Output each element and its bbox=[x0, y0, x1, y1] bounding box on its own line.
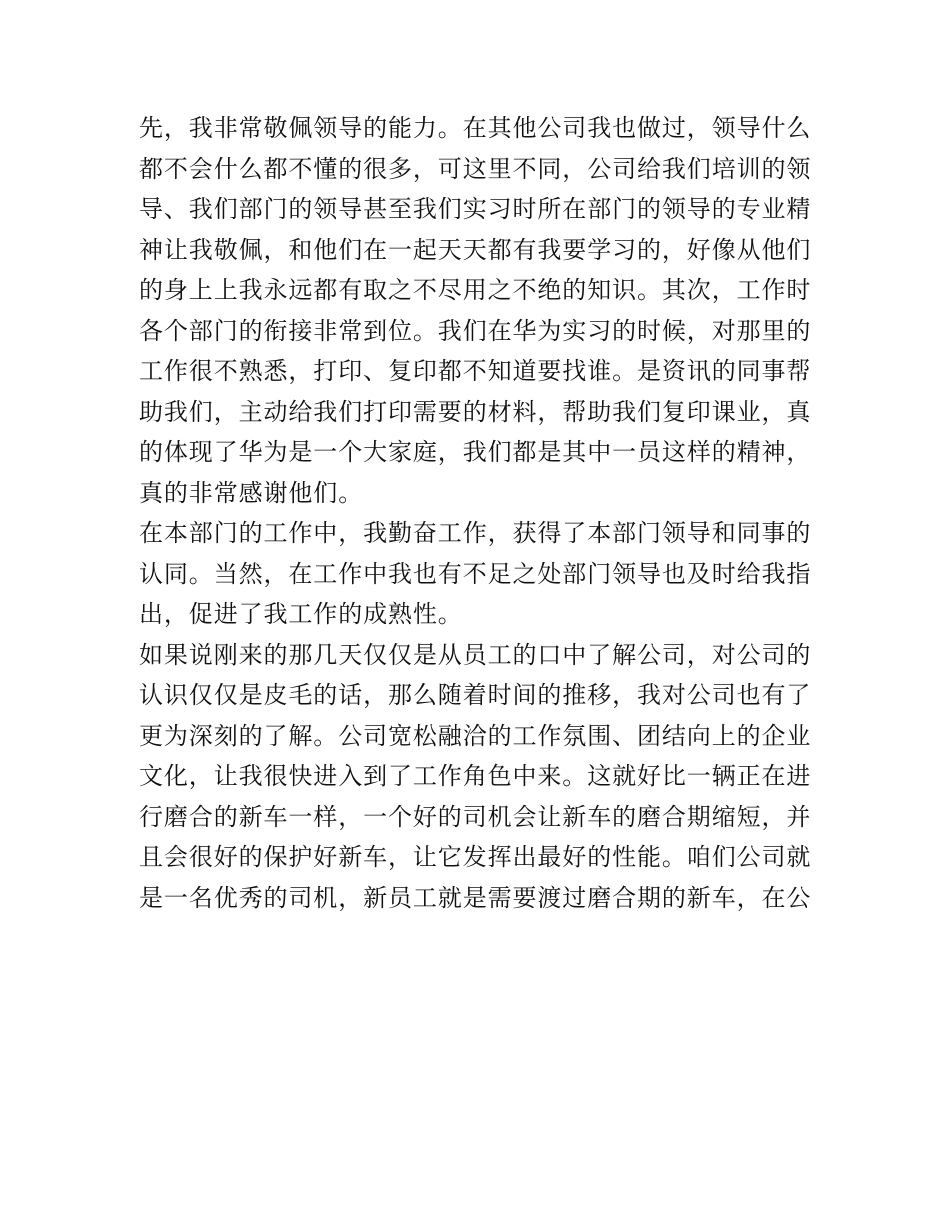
text-line: 各个部门的衔接非常到位。我们在华为实习的时候，对那里的 bbox=[139, 316, 812, 345]
text-line: 文化，让我很快进入到了工作角色中来。这就好比一辆正在进 bbox=[139, 762, 812, 790]
text-line: 且会很好的保护好新车，让它发挥出最好的性能。咱们公司就 bbox=[139, 843, 812, 871]
text-line: 如果说刚来的那几天仅仅是从员工的口中了解公司，对公司的 bbox=[139, 640, 812, 669]
text-line: 更为深刻的了解。公司宽松融洽的工作氛围、团结向上的企业 bbox=[139, 721, 812, 750]
text-line: 行磨合的新车一样，一个好的司机会让新车的磨合期缩短，并 bbox=[139, 802, 812, 831]
text-line: 认同。当然，在工作中我也有不足之处部门领导也及时给我指 bbox=[139, 559, 812, 588]
text-line: 先，我非常敬佩领导的能力。在其他公司我也做过，领导什么 bbox=[139, 114, 812, 142]
text-line: 都不会什么都不懂的很多，可这里不同，公司给我们培训的领 bbox=[139, 154, 812, 183]
text-line: 的身上上我永远都有取之不尽用之不绝的知识。其次，工作时 bbox=[139, 276, 812, 304]
text-line: 在本部门的工作中，我勤奋工作，获得了本部门领导和同事的 bbox=[139, 519, 812, 547]
text-line: 出，促进了我工作的成熟性。 bbox=[139, 600, 463, 628]
text-line: 的体现了华为是一个大家庭，我们都是其中一员这样的精神， bbox=[139, 438, 812, 466]
text-line: 真的非常感谢他们。 bbox=[139, 478, 364, 507]
text-line: 认识仅仅是皮毛的话，那么随着时间的推移，我对公司也有了 bbox=[139, 681, 812, 709]
text-line: 神让我敬佩，和他们在一起天天都有我要学习的，好像从他们 bbox=[139, 235, 812, 264]
document-body bbox=[139, 108, 819, 918]
text-line: 工作很不熟悉，打印、复印都不知道要找谁。是资讯的同事帮 bbox=[139, 357, 812, 385]
text-line: 是一名优秀的司机，新员工就是需要渡过磨合期的新车，在公 bbox=[139, 883, 812, 912]
text-line: 导、我们部门的领导甚至我们实习时所在部门的领导的专业精 bbox=[139, 195, 812, 223]
text-line: 助我们，主动给我们打印需要的材料，帮助我们复印课业，真 bbox=[139, 397, 812, 426]
